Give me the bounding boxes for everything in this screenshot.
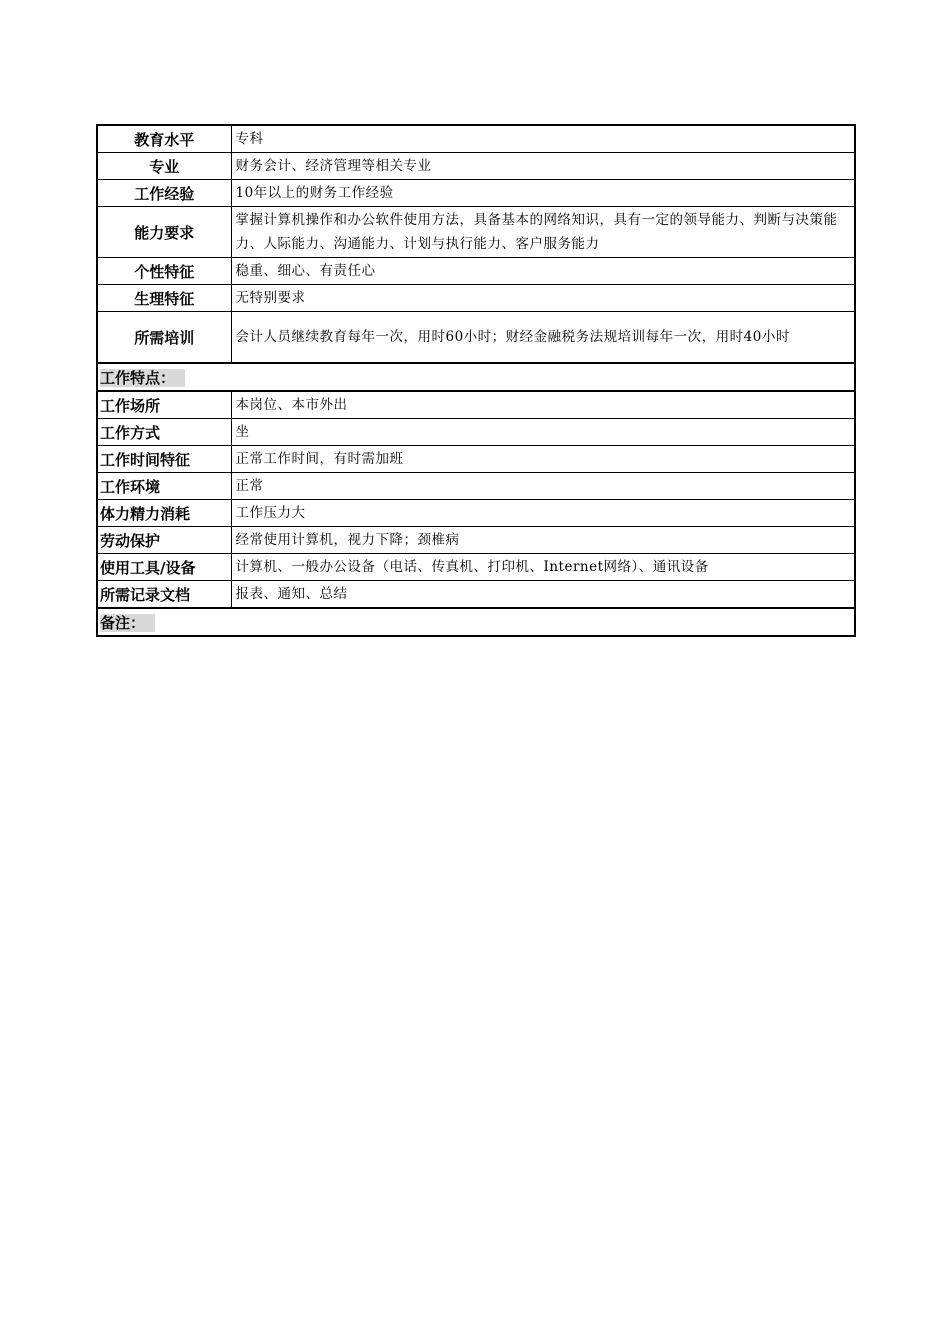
row-value-major: 财务会计、经济管理等相关专业: [231, 153, 855, 180]
row-label-training: 所需培训: [97, 312, 231, 364]
row-label-work-hours: 工作时间特征: [97, 446, 231, 473]
table-row: [97, 391, 855, 419]
section-header-row: [97, 363, 855, 391]
table-row: [97, 258, 855, 285]
row-value-experience: 10年以上的财务工作经验: [231, 180, 855, 207]
remarks-header: [97, 608, 855, 636]
table-row: [97, 285, 855, 312]
row-value-ability: 掌握计算机操作和办公软件使用方法，具备基本的网络知识，具有一定的领导能力、判断与决策能力、人际能力、沟通能力、计划与执行能力、客户服务能力: [231, 207, 855, 258]
table-row: [97, 446, 855, 473]
row-label-education: 教育水平: [97, 125, 231, 153]
row-value-workplace: 本岗位、本市外出: [231, 391, 855, 419]
table-row: [97, 527, 855, 554]
job-description-table: [96, 124, 856, 637]
row-label-environment: 工作环境: [97, 473, 231, 500]
row-value-energy: 工作压力大: [231, 500, 855, 527]
table-row: [97, 180, 855, 207]
row-value-protection: 经常使用计算机，视力下降；颈椎病: [231, 527, 855, 554]
row-value-environment: 正常: [231, 473, 855, 500]
table-row: [97, 312, 855, 364]
table-row: [97, 500, 855, 527]
remarks-title: 备注：: [100, 614, 155, 632]
table-row: [97, 473, 855, 500]
row-label-workplace: 工作场所: [97, 391, 231, 419]
row-value-work-hours: 正常工作时间，有时需加班: [231, 446, 855, 473]
table-row: [97, 153, 855, 180]
row-value-personality: 稳重、细心、有责任心: [231, 258, 855, 285]
row-label-major: 专业: [97, 153, 231, 180]
row-value-work-mode: 坐: [231, 419, 855, 446]
table-row: [97, 581, 855, 609]
row-label-protection: 劳动保护: [97, 527, 231, 554]
work-section-title: 工作特点：: [100, 369, 185, 387]
row-label-work-mode: 工作方式: [97, 419, 231, 446]
row-value-documents: 报表、通知、总结: [231, 581, 855, 609]
row-label-ability: 能力要求: [97, 207, 231, 258]
table-row: [97, 419, 855, 446]
row-value-tools: 计算机、一般办公设备（电话、传真机、打印机、Internet网络）、通讯设备: [231, 554, 855, 581]
table-row: [97, 125, 855, 153]
row-value-training: 会计人员继续教育每年一次，用时60小时；财经金融税务法规培训每年一次，用时40小时: [231, 312, 855, 364]
row-label-energy: 体力精力消耗: [97, 500, 231, 527]
table-row: [97, 207, 855, 258]
row-label-physical: 生理特征: [97, 285, 231, 312]
row-label-tools: 使用工具/设备: [97, 554, 231, 581]
row-label-experience: 工作经验: [97, 180, 231, 207]
work-section-header: [97, 363, 855, 391]
row-value-physical: 无特别要求: [231, 285, 855, 312]
remarks-row: [97, 608, 855, 636]
table-row: [97, 554, 855, 581]
row-value-education: 专科: [231, 125, 855, 153]
row-label-documents: 所需记录文档: [97, 581, 231, 609]
row-label-personality: 个性特征: [97, 258, 231, 285]
